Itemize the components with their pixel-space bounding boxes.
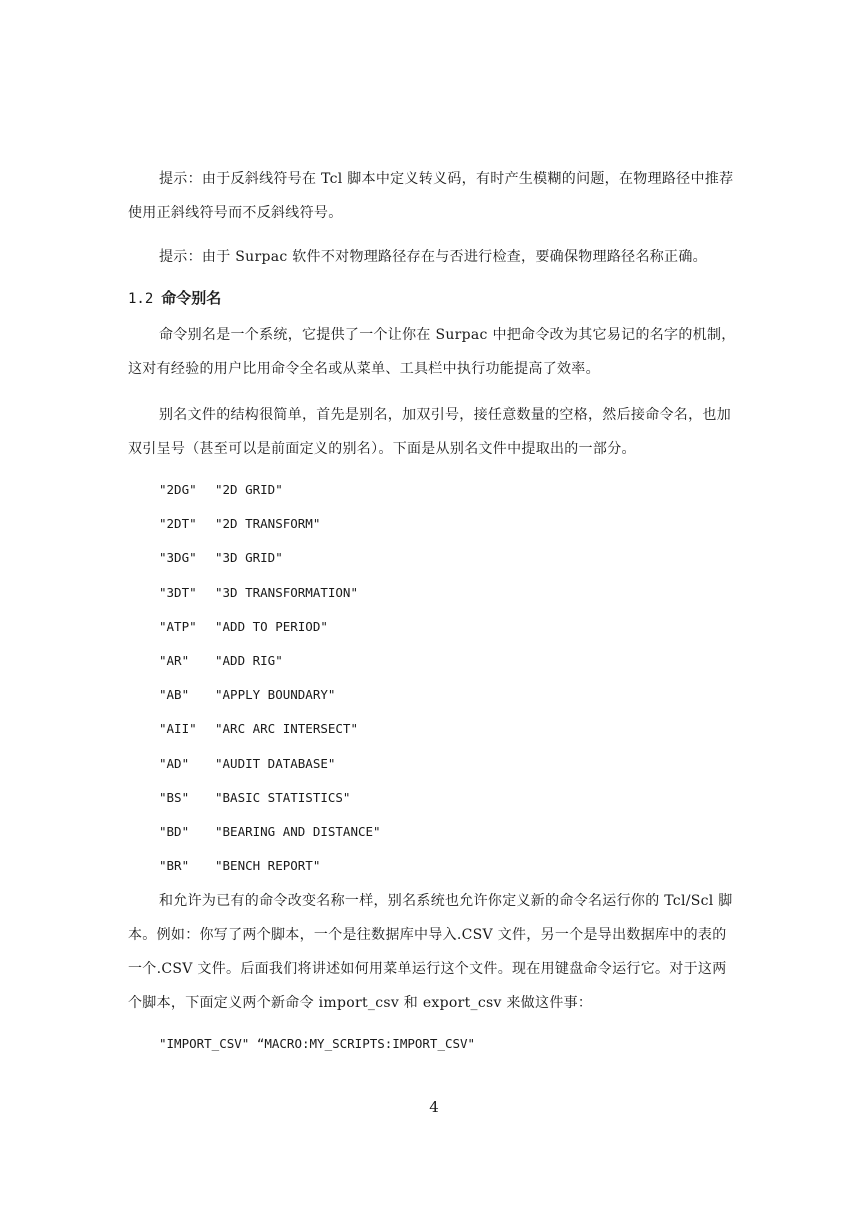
alias-entry xyxy=(159,788,381,822)
alias-name: "BR" xyxy=(159,858,190,874)
alias-name: "AB" xyxy=(159,687,190,703)
section-number: 1.2 xyxy=(128,291,154,307)
alias-name: "3DG" xyxy=(159,550,197,566)
alias-name: "BS" xyxy=(159,789,190,805)
alias-name: "2DG" xyxy=(159,482,197,497)
paragraph-alias-intro: 命令别名是一个系统，它提供了一个让你在 Surpac 中把命令改为其它易记的名字的机制，这对有经验的用户比用命令全名或从菜单、工具栏中执行功能提高了效率。 xyxy=(128,327,736,377)
tip-backslash: 提示：由于反斜线符号在 Tcl 脚本中定义转义码，有时产生模糊的问题，在物理路径中推荐使用正斜线符号而不反斜线符号。 xyxy=(128,171,734,221)
alias-command: "BASIC STATISTICS" xyxy=(215,789,351,805)
alias-command: "ARC ARC INTERSECT" xyxy=(215,721,358,737)
alias-command: "2D TRANSFORM" xyxy=(215,516,321,532)
alias-entry xyxy=(159,822,381,856)
page-number: 4 xyxy=(429,1098,439,1116)
alias-name: "2DT" xyxy=(159,516,197,532)
alias-name: "AR" xyxy=(159,652,190,668)
alias-command: "ADD RIG" xyxy=(215,652,283,668)
alias-entry xyxy=(159,583,381,617)
alias-command: "3D GRID" xyxy=(215,550,283,566)
alias-name: "3DT" xyxy=(159,584,197,600)
alias-example: "IMPORT_CSV" “MACRO:MY_SCRIPTS:IMPORT_CSV" xyxy=(159,1036,476,1051)
alias-command: "2D GRID" xyxy=(215,482,283,497)
alias-command: "BEARING AND DISTANCE" xyxy=(215,823,381,839)
alias-entry xyxy=(159,514,381,548)
alias-command: "APPLY BOUNDARY" xyxy=(215,687,336,703)
alias-name: "AII" xyxy=(159,721,197,737)
alias-entry xyxy=(159,719,381,753)
paragraph-new-commands: 和允许为已有的命令改变名称一样，别名系统也允许你定义新的命令名运行你的 Tcl/Scl 脚本。例如：你写了两个脚本，一个是往数据库中导入.CSV 文件，另一个是导出数据库中的表的一个.CSV 文件。后面我们将讲述如何用菜单运行这个文件。现在用键盘命令运行它。对于这两个脚本，下面定义两个新命令 import_csv 和 export_csv 来做这件事： xyxy=(128,893,733,1011)
section-heading xyxy=(128,284,221,313)
alias-command: "3D TRANSFORMATION" xyxy=(215,584,358,600)
alias-name: "BD" xyxy=(159,823,190,839)
alias-entry xyxy=(159,548,381,582)
tip-path-check: 提示：由于 Surpac 软件不对物理路径存在与否进行检查，要确保物理路径名称正确。 xyxy=(159,249,707,265)
alias-command: "AUDIT DATABASE" xyxy=(215,755,336,771)
section-title: 命令别名 xyxy=(161,289,222,307)
paragraph-alias-file-structure: 别名文件的结构很简单，首先是别名，加双引号，接任意数量的空格，然后接命令名，也加双引呈号（甚至可以是前面定义的别名）。下面是从别名文件中提取出的一部分。 xyxy=(128,407,731,457)
alias-list xyxy=(159,480,381,890)
alias-command: "ADD TO PERIOD" xyxy=(215,618,328,634)
alias-entry xyxy=(159,480,381,514)
alias-entry xyxy=(159,617,381,651)
alias-entry xyxy=(159,754,381,788)
alias-name: "ATP" xyxy=(159,618,197,634)
alias-entry xyxy=(159,685,381,719)
alias-name: "AD" xyxy=(159,755,190,771)
alias-entry xyxy=(159,651,381,685)
alias-command: "BENCH REPORT" xyxy=(215,858,321,874)
